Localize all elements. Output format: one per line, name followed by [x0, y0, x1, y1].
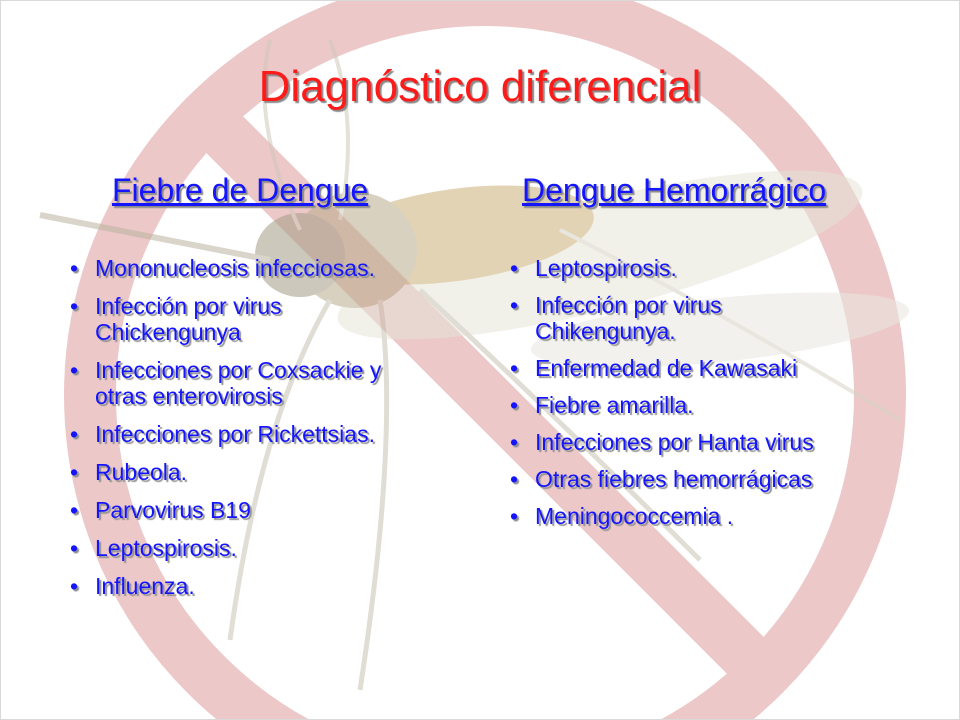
list-item: • Leptospirosis. — [510, 255, 677, 281]
bullet-icon: • — [70, 573, 79, 599]
bullet-icon: • — [510, 255, 519, 281]
bullet-icon: • — [70, 357, 79, 383]
bullet-icon: • — [70, 497, 79, 523]
bullet-icon: • — [510, 392, 519, 418]
bullet-icon: • — [70, 255, 79, 281]
list-item: • Infecciones por Rickettsias. — [70, 421, 375, 447]
bullet-icon: • — [70, 535, 79, 561]
left-column-heading: Fiebre de Dengue — [112, 172, 369, 208]
bullet-icon: • — [510, 355, 519, 381]
list-item: • Infecciones por Hanta virus — [510, 429, 814, 455]
list-item: • Enfermedad de Kawasaki — [510, 355, 798, 381]
list-item: • Mononucleosis infecciosas. — [70, 255, 375, 281]
list-item: • Fiebre amarilla. — [510, 392, 694, 418]
list-item: • Rubeola. — [70, 459, 188, 485]
list-item: • Leptospirosis. — [70, 535, 237, 561]
bullet-icon: • — [510, 429, 519, 455]
bullet-icon: • — [510, 466, 519, 492]
list-item: • Influenza. — [70, 573, 195, 599]
list-item: • Infecciones por Coxsackie y otras enterovirosis — [70, 357, 382, 409]
left-column-list — [70, 255, 455, 599]
right-column-list — [510, 255, 910, 529]
list-item: • Parvovirus B19 — [70, 497, 251, 523]
bullet-icon: • — [70, 459, 79, 485]
right-column-heading: Dengue Hemorrágico — [522, 172, 827, 208]
bullet-icon: • — [510, 292, 519, 318]
bullet-icon: • — [510, 503, 519, 529]
list-item: • Meningococcemia . — [510, 503, 734, 529]
list-item: • Otras fiebres hemorrágicas — [510, 466, 813, 492]
list-item: • Infección por virus Chickengunya — [70, 293, 282, 345]
bullet-icon: • — [70, 293, 79, 319]
bullet-icon: • — [70, 421, 79, 447]
slide-title: Diagnóstico diferencial — [258, 62, 702, 111]
list-item: • Infección por virus Chikengunya. — [510, 292, 722, 344]
